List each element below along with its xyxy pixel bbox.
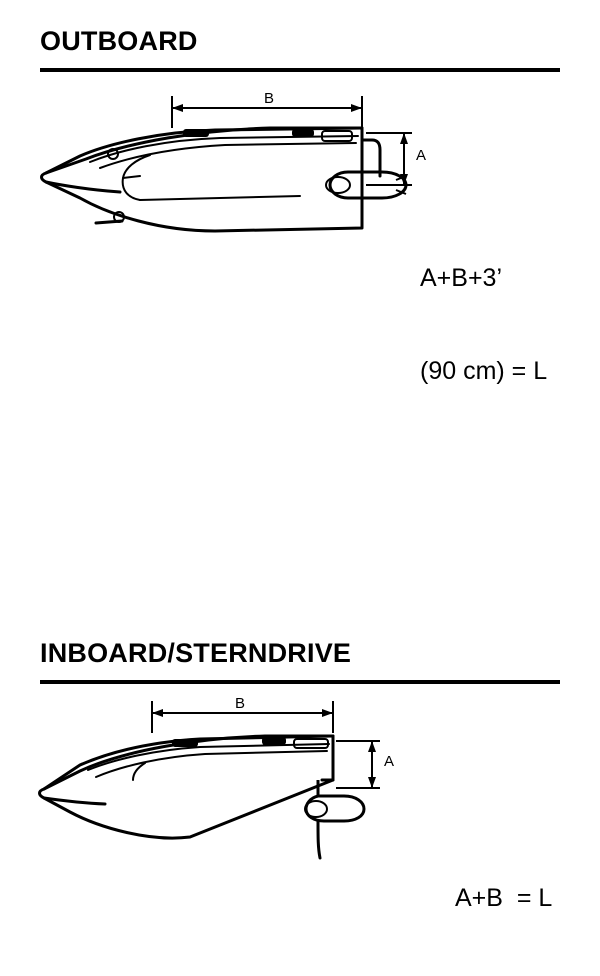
formula-inboard — [455, 820, 552, 976]
dimension-b-label-inboard: B — [234, 695, 246, 712]
formula-inboard-line-1: A+B = L — [455, 883, 553, 912]
section-inboard — [0, 300, 600, 912]
inboard-keel-line — [318, 821, 320, 858]
formula-outboard-line-1: A+B+3’ — [420, 263, 503, 292]
dimension-a-label-outboard: A — [416, 147, 427, 164]
formula-outboard-line-2: (90 cm) = L — [420, 357, 548, 386]
dimension-a-label-inboard: A — [384, 753, 395, 770]
dimension-a-inboard — [336, 741, 380, 788]
dimension-b-label-outboard: B — [263, 90, 275, 107]
outboard-motor — [326, 140, 406, 198]
section-outboard — [0, 0, 600, 386]
section-title-outboard: OUTBOARD — [40, 26, 198, 56]
section-title-inboard: INBOARD/STERNDRIVE — [40, 638, 352, 668]
